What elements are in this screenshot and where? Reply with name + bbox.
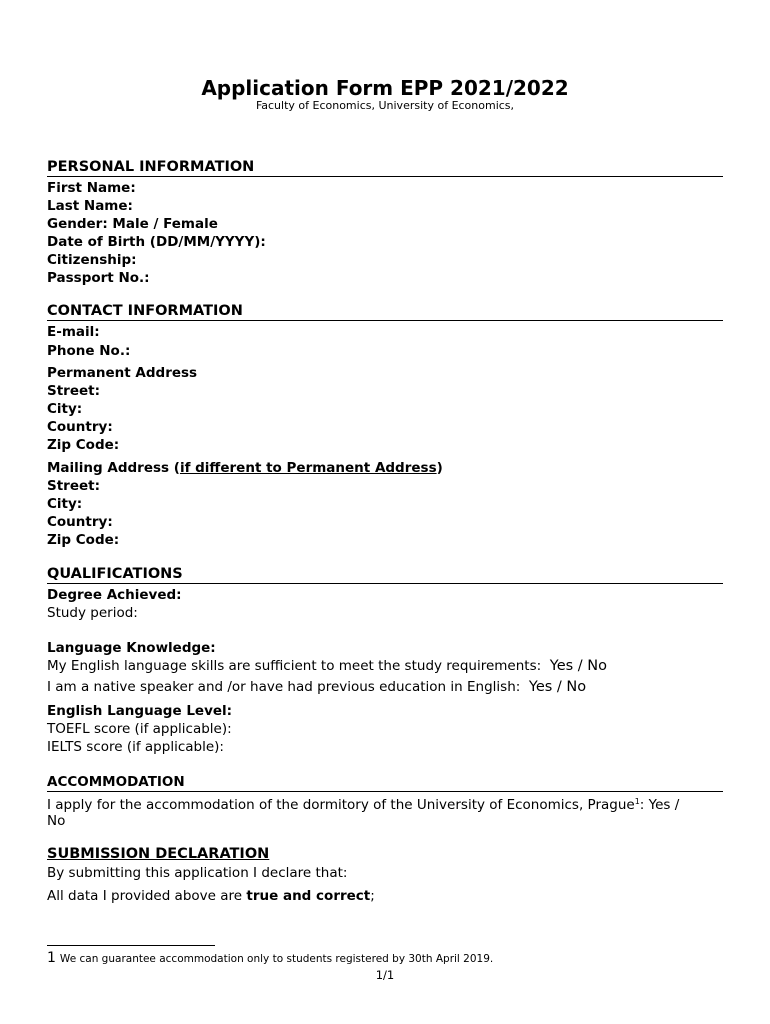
english-sufficient-text: My English language skills are sufficient to meet the study requirements:	[47, 658, 542, 674]
page-number: 1/1	[375, 968, 395, 982]
language-knowledge-heading: Language Knowledge:	[47, 640, 216, 656]
declaration-item	[47, 887, 375, 905]
english-sufficient-statement	[47, 657, 607, 675]
english-sufficient-choice: Yes / No	[549, 658, 608, 674]
declaration-item-suffix: ;	[370, 888, 375, 904]
mailing-city-label: City:	[47, 496, 83, 512]
declaration-item-emphasis: true and correct	[246, 888, 371, 904]
last-name-label: Last Name:	[47, 198, 133, 214]
mailing-zip-label: Zip Code:	[47, 532, 120, 548]
footnote	[47, 950, 493, 966]
mailing-street-label: Street:	[47, 478, 100, 494]
degree-label: Degree Achieved:	[47, 587, 182, 603]
form-subtitle: Faculty of Economics, University of Economics,	[255, 99, 515, 112]
toefl-label: TOEFL score (if applicable):	[47, 721, 232, 737]
date-of-birth-label: Date of Birth (DD/MM/YYYY):	[47, 234, 266, 250]
permanent-address-heading: Permanent Address	[47, 365, 198, 381]
accommodation-text: I apply for the accommodation of the dormitory of the University of Economics, Prague	[47, 797, 635, 813]
native-speaker-choice: Yes / No	[528, 679, 587, 695]
gender-label: Gender: Male / Female	[47, 216, 218, 232]
declaration-intro: By submitting this application I declare that:	[47, 865, 348, 881]
submission-declaration-title: SUBMISSION DECLARATION	[47, 846, 270, 862]
accommodation-choice-continued: No	[47, 813, 66, 829]
mailing-address-heading	[47, 459, 443, 477]
permanent-city-label: City:	[47, 401, 83, 417]
permanent-zip-label: Zip Code:	[47, 437, 120, 453]
contact-information-heading: CONTACT INFORMATION	[47, 302, 723, 321]
mailing-address-condition: if different to Permanent Address	[179, 460, 437, 476]
email-label: E-mail:	[47, 324, 100, 340]
mailing-address-prefix: Mailing Address (	[47, 460, 180, 476]
accommodation-choice: : Yes /	[639, 797, 680, 813]
qualifications-heading: QUALIFICATIONS	[47, 565, 723, 584]
form-title: Application Form EPP 2021/2022	[201, 76, 569, 100]
footnote-text: We can guarantee accommodation only to students registered by 30th April 2019.	[59, 953, 494, 965]
footnote-number: 1	[47, 950, 56, 966]
ielts-label: IELTS score (if applicable):	[47, 739, 224, 755]
english-level-heading: English Language Level:	[47, 703, 233, 719]
footnote-separator	[47, 945, 215, 946]
accommodation-statement	[47, 793, 679, 814]
submission-declaration-heading	[47, 845, 269, 863]
native-speaker-statement	[47, 678, 586, 696]
phone-label: Phone No.:	[47, 343, 131, 359]
footnote-reference: 1	[634, 797, 640, 806]
accommodation-heading: ACCOMMODATION	[47, 773, 723, 792]
citizenship-label: Citizenship:	[47, 252, 137, 268]
passport-label: Passport No.:	[47, 270, 150, 286]
mailing-country-label: Country:	[47, 514, 113, 530]
declaration-item-prefix: All data I provided above are	[47, 888, 247, 904]
personal-information-heading: PERSONAL INFORMATION	[47, 158, 723, 177]
permanent-street-label: Street:	[47, 383, 100, 399]
mailing-address-suffix: )	[436, 460, 443, 476]
permanent-country-label: Country:	[47, 419, 113, 435]
native-speaker-text: I am a native speaker and /or have had previous education in English:	[47, 679, 521, 695]
study-period-label: Study period:	[47, 605, 138, 621]
first-name-label: First Name:	[47, 180, 136, 196]
